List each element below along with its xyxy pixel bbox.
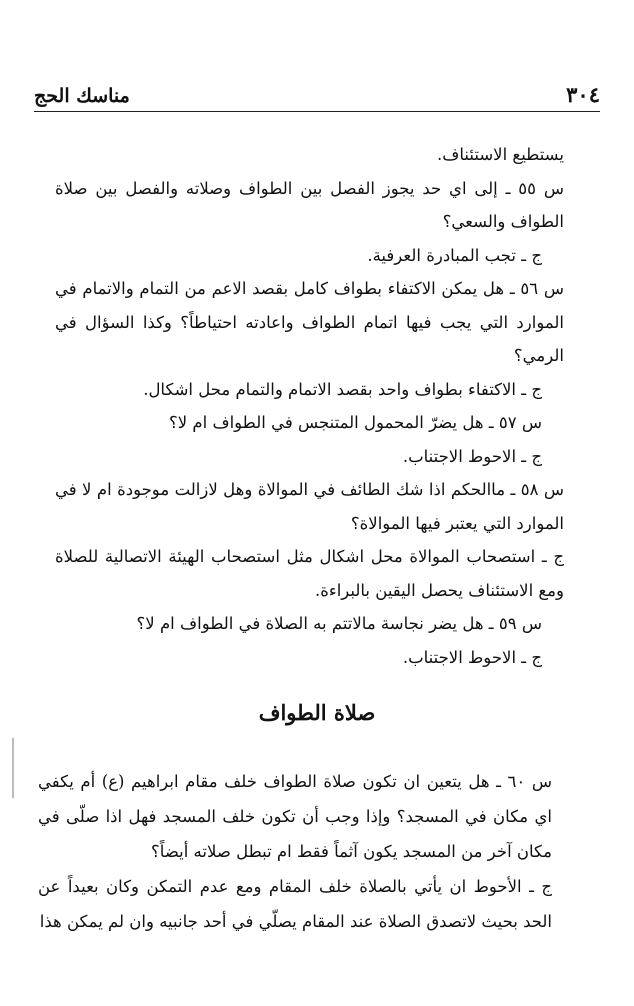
page-header: [34, 76, 600, 112]
margin-mark: [12, 738, 14, 798]
answer-55: ج ـ تجب المبادرة العرفية.: [367, 245, 542, 265]
question-56: س ٥٦ ـ هل يمكن الاكتفاء بطواف كامل بقصد الاعم من التمام والاتمام في الموارد التي يجب فيها اتمام الطواف واعادته احتياطاً؟ وكذا السؤال في الرمي؟: [55, 279, 564, 365]
answer-60: ج ـ الأحوط ان يأتي بالصلاة خلف المقام ومع عدم التمكن وكان بعيداً عن الحد بحيث لاتصدق الصلاة عند المقام يصلّي في أحد جانبيه وان لم يمكن هذا: [38, 877, 552, 931]
answer-59: ج ـ الاحوط الاجتناب.: [402, 647, 542, 667]
answer-58: ج ـ استصحاب الموالاة محل اشكال مثل استصحاب الهيئة الاتصالية للصلاة ومع الاستئناف يحصل اليقين بالبراءة.: [55, 547, 564, 600]
paragraph-continuation: يستطيع الاستئناف.: [437, 145, 564, 164]
question-59: س ٥٩ ـ هل يضر نجاسة مالاتتم به الصلاة في الطواف ام لا؟: [136, 614, 542, 633]
page-number: ٣٠٤: [566, 82, 600, 107]
question-58: س ٥٨ ـ ماالحكم اذا شك الطائف في الموالاة وهل لازالت موجودة ام لا في الموارد التي يعتبر فيها الموالاة؟: [55, 480, 565, 533]
question-57: س ٥٧ ـ هل يضرّ المحمول المتنجس في الطواف ام لا؟: [169, 413, 542, 432]
section-title: صلاة الطواف: [258, 700, 376, 725]
question-60: س ٦٠ ـ هل يتعين ان تكون صلاة الطواف خلف مقام ابراهيم (ع) أم يكفي اي مكان في المسجد؟ وإذا وجب أن تكون خلف المسجد فهل اذا صلّى في مكان آخر من المسجد يكون آثماً فقط ام تبطل صلاته أيضاً؟: [38, 772, 553, 861]
answer-57: ج ـ الاحوط الاجتناب.: [402, 446, 542, 466]
body-text-bottom: [38, 764, 594, 939]
answer-56: ج ـ الاكتفاء بطواف واحد بقصد الاتمام والتمام محل اشكال.: [143, 379, 542, 399]
question-55: س ٥٥ ـ إلى اي حد يجوز الفصل بين الطواف وصلاته والفصل بين صلاة الطواف والسعي؟: [55, 178, 564, 231]
running-title: مناسك الحج: [34, 85, 130, 107]
body-text-top: [55, 138, 564, 674]
